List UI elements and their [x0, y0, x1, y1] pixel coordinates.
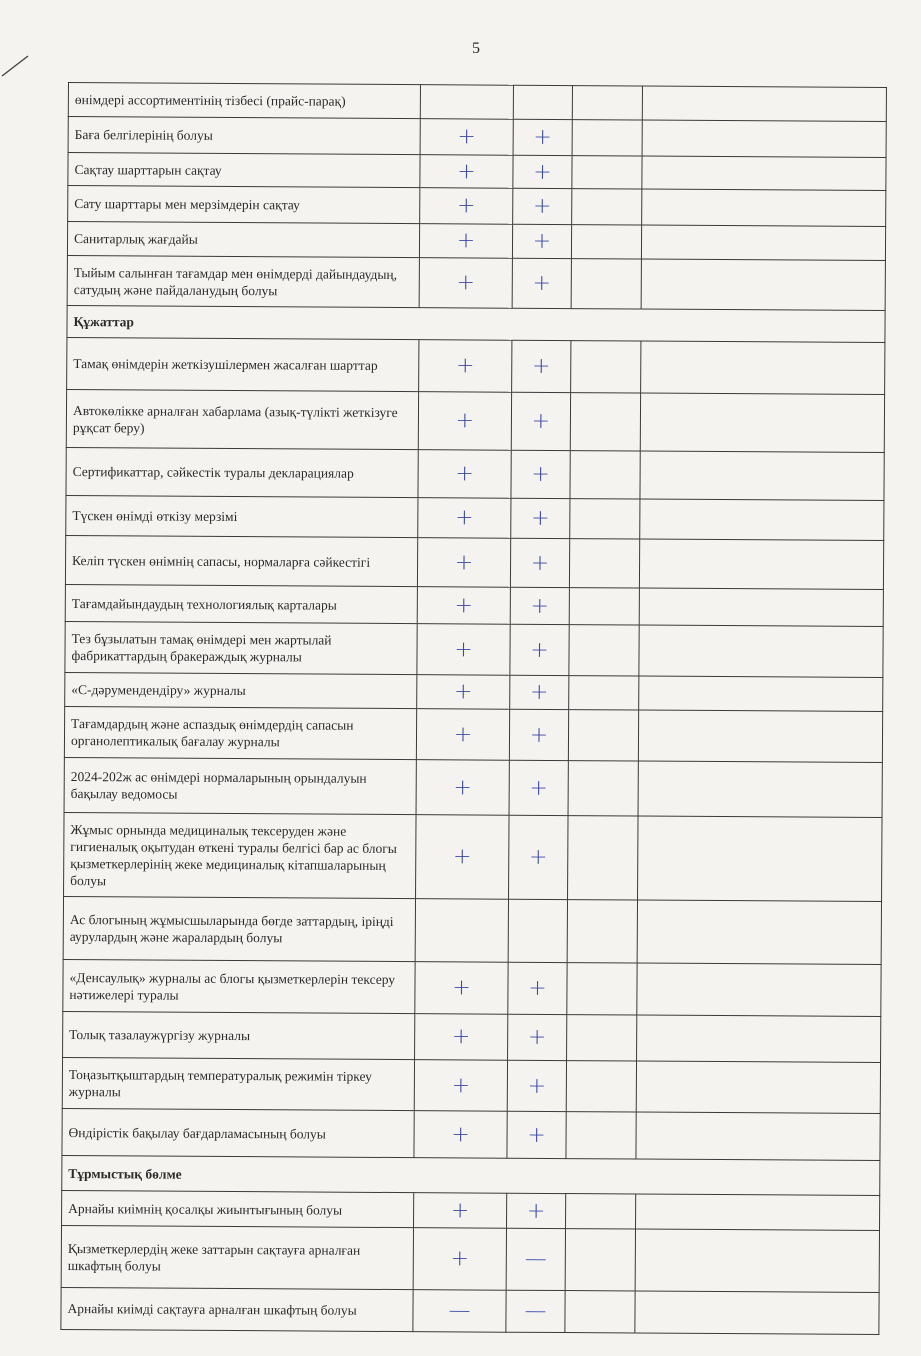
notes-cell: [641, 259, 885, 310]
notes-cell: [640, 499, 884, 540]
section-header-row: [67, 305, 885, 342]
notes-cell: [636, 1112, 880, 1160]
table-row: [67, 337, 885, 394]
table-row: [61, 1287, 879, 1334]
notes-cell: [642, 86, 886, 121]
notes-cell: [635, 1291, 879, 1334]
check-mark-2: —: [506, 1228, 565, 1290]
check-mark-2: +: [510, 624, 569, 675]
section-header-row: [62, 1155, 880, 1195]
empty-cell: [567, 900, 637, 963]
check-mark-2: +: [510, 538, 569, 587]
check-mark-1: +: [418, 498, 511, 539]
pen-stroke-mark: [0, 48, 60, 78]
item-label: Толық тазалаужүргізу журналы: [63, 1011, 415, 1059]
item-label: Тағамдайындаудың технологиялық карталары: [65, 584, 417, 623]
check-mark-1: +: [418, 392, 511, 451]
notes-cell: [639, 625, 883, 677]
item-label: Сертификаттар, сәйкестік туралы декларациялар: [66, 447, 418, 497]
empty-cell: [571, 225, 641, 259]
table-row: [67, 255, 885, 310]
notes-cell: [642, 156, 886, 190]
item-label: Сату шарттары мен мерзімдерін сақтау: [68, 186, 420, 224]
table-row: [63, 896, 881, 964]
empty-cell: [569, 676, 639, 710]
check-mark-1: +: [416, 760, 509, 816]
item-label: Қызметкерлердің жеке заттарын сақтауға арналған шкафтың болуы: [61, 1225, 413, 1289]
empty-cell: [569, 625, 639, 676]
table-row: [61, 1225, 879, 1292]
item-label: Санитарлық жағдайы: [67, 222, 419, 258]
check-mark-1: +: [415, 962, 508, 1015]
check-mark-1: —: [413, 1290, 506, 1333]
table-row: [68, 186, 886, 227]
notes-cell: [636, 1194, 880, 1230]
table-row: [62, 1108, 880, 1160]
check-mark-2: +: [507, 1111, 566, 1158]
check-mark-1: [415, 899, 508, 963]
notes-cell: [638, 816, 883, 901]
check-mark-2: +: [513, 119, 572, 155]
check-mark-2: +: [509, 815, 569, 899]
empty-cell: [566, 1194, 636, 1229]
notes-cell: [636, 1061, 880, 1113]
table-row: [65, 584, 883, 626]
item-label: Тағамдардың және аспаздық өнімдердің сапасын органолептикалық бағалау журналы: [64, 706, 416, 759]
table-row: [62, 1057, 880, 1113]
check-mark-2: +: [507, 1193, 566, 1228]
empty-cell: [569, 539, 639, 588]
table-row: [68, 117, 886, 158]
check-mark-1: +: [414, 1111, 507, 1159]
check-mark-2: +: [512, 340, 571, 392]
check-mark-2: +: [510, 587, 569, 624]
check-mark-2: +: [507, 1060, 566, 1111]
check-mark-1: [420, 85, 513, 120]
check-mark-1: +: [420, 155, 513, 189]
table-row: [65, 535, 883, 589]
empty-cell: [568, 816, 639, 900]
item-label: Арнайы киімді сақтауға арналған шкафтың болуы: [61, 1287, 413, 1331]
table-row: [63, 959, 881, 1016]
empty-cell: [572, 120, 642, 156]
check-mark-1: +: [420, 188, 513, 225]
check-mark-1: +: [416, 815, 510, 900]
item-label: Автокөлікке арналған хабарлама (азық-түлікті жеткізуге рұқсат беру): [66, 389, 418, 449]
check-mark-2: [513, 85, 572, 119]
table-row: [66, 447, 884, 500]
item-label: Жұмыс орнында медициналық тексеруден және гигиеналық оқытудан өткені туралы белгісі бар ас блогы қызметкерлерінің жеке медициналық кітапшаларының болуы: [64, 812, 417, 898]
empty-cell: [567, 1015, 637, 1061]
table-row: [64, 706, 882, 762]
empty-cell: [570, 499, 640, 539]
section-title: Тұрмыстық бөлме: [62, 1155, 880, 1195]
section-title: Құжаттар: [67, 305, 885, 342]
notes-cell: [637, 963, 881, 1016]
table-row: [63, 1011, 881, 1062]
check-mark-2: +: [511, 498, 570, 538]
empty-cell: [572, 156, 642, 189]
empty-cell: [566, 1061, 636, 1112]
notes-cell: [637, 900, 881, 964]
notes-cell: [640, 451, 884, 500]
table-row: [67, 222, 885, 261]
notes-cell: [638, 710, 882, 762]
notes-cell: [638, 761, 882, 817]
checklist-table: [60, 82, 887, 1335]
item-label: Тез бұзылатын тамақ өнімдері мен жартылай фабрикаттардың бракераждық журналы: [65, 621, 417, 674]
check-mark-1: +: [413, 1228, 506, 1291]
check-mark-2: +: [512, 258, 571, 308]
item-label: Тоңазытқыштардың температуралық режимін тіркеу журналы: [62, 1057, 414, 1110]
notes-cell: [642, 189, 886, 226]
item-label: Келіп түскен өнімнің сапасы, нормаларға сәйкестігі: [65, 535, 417, 586]
notes-cell: [642, 120, 886, 157]
table-row: [66, 495, 884, 540]
notes-cell: [640, 393, 884, 452]
notes-cell: [641, 341, 885, 394]
item-label: Арнайы киімнің қосалқы жиынтығының болуы: [62, 1190, 414, 1227]
notes-cell: [639, 539, 883, 589]
table-row: [64, 812, 882, 901]
empty-cell: [570, 393, 640, 451]
item-label: Ас блогының жұмысшыларында бөгде заттардың, іріңді аурулардың және жаралардың болуы: [63, 896, 415, 961]
empty-cell: [566, 1112, 636, 1159]
item-label: 2024-202ж ас өнімдері нормаларының орындалуын бақылау ведомосы: [64, 757, 416, 814]
check-mark-2: —: [506, 1290, 565, 1332]
item-label: өнімдері ассортиментінің тізбесі (прайс-парақ): [68, 83, 420, 119]
item-label: «С-дәрумендендіру» журналы: [65, 672, 417, 708]
empty-cell: [565, 1291, 635, 1333]
empty-cell: [568, 710, 638, 761]
check-mark-2: +: [511, 392, 570, 450]
table-row: [64, 757, 882, 817]
check-mark-1: +: [417, 624, 510, 676]
notes-cell: [637, 1015, 881, 1062]
check-mark-2: +: [510, 675, 569, 709]
check-mark-2: +: [509, 709, 568, 760]
empty-cell: [565, 1229, 635, 1291]
empty-cell: [572, 189, 642, 225]
check-mark-1: +: [419, 224, 512, 259]
notes-cell: [639, 588, 883, 626]
empty-cell: [571, 341, 641, 393]
item-label: Түскен өнімді өткізу мерзімі: [66, 495, 418, 537]
check-mark-2: +: [513, 155, 572, 188]
check-mark-1: +: [414, 1060, 507, 1112]
item-label: Сақтау шарттарын сақтау: [68, 153, 420, 188]
table-row: [66, 389, 884, 452]
page-number: 5: [472, 40, 480, 57]
empty-cell: [570, 451, 640, 499]
check-mark-1: +: [419, 340, 512, 393]
item-label: Тыйым салынған тағамдар мен өнімдерді дайындаудың, сатудың және пайдаланудың болуы: [67, 255, 419, 307]
check-mark-2: +: [513, 188, 572, 224]
check-mark-1: +: [416, 709, 509, 761]
empty-cell: [567, 963, 637, 1015]
check-mark-2: +: [509, 760, 568, 815]
check-mark-2: +: [508, 962, 567, 1014]
item-label: Тамақ өнімдерін жеткізушілермен жасалған шарттар: [67, 337, 419, 391]
check-mark-1: +: [414, 1193, 507, 1229]
item-label: Баға белгілерінің болуы: [68, 117, 420, 155]
check-mark-1: +: [415, 1014, 508, 1061]
notes-cell: [639, 676, 883, 711]
check-mark-1: +: [417, 675, 510, 710]
table-row: [68, 153, 886, 191]
check-mark-1: +: [420, 119, 513, 156]
check-mark-1: +: [419, 258, 512, 309]
empty-cell: [571, 259, 641, 309]
empty-cell: [569, 588, 639, 625]
check-mark-2: +: [508, 1014, 567, 1060]
check-mark-1: +: [417, 538, 510, 588]
check-mark-2: +: [512, 224, 571, 258]
notes-cell: [641, 225, 885, 260]
empty-cell: [572, 86, 642, 120]
table-row: [62, 1190, 880, 1230]
item-label: Өндірістік бақылау бағдарламасының болуы: [62, 1108, 414, 1157]
item-label: «Денсаулық» журналы ас блогы қызметкерлерін тексеру нәтижелері туралы: [63, 959, 415, 1013]
check-mark-1: +: [417, 587, 510, 625]
table-row: [65, 672, 883, 711]
check-mark-1: +: [418, 450, 511, 499]
empty-cell: [568, 761, 638, 816]
table-row: [68, 83, 886, 122]
table-row: [65, 621, 883, 677]
notes-cell: [635, 1229, 879, 1292]
check-mark-2: +: [511, 450, 570, 498]
check-mark-2: [508, 899, 567, 962]
